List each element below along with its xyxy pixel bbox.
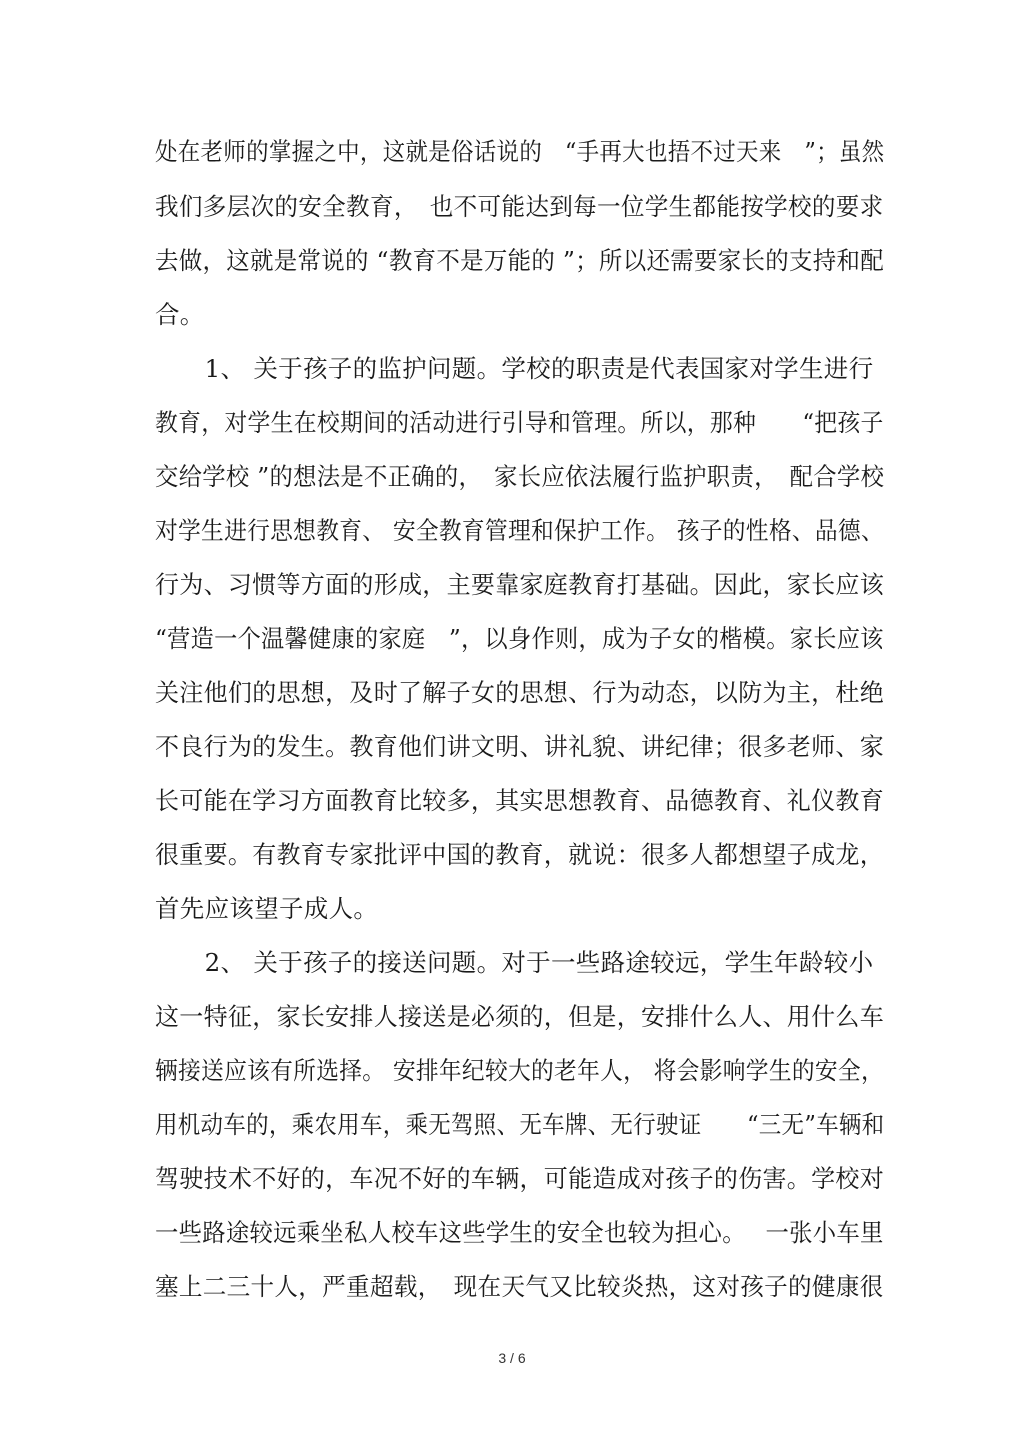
text-line: 很重要。有教育专家批评中国的教育，就说：很多人都想望子成龙， [155,840,884,869]
text-line: 长可能在学习方面教育比较多，其实思想教育、品德教育、礼仪教育 [155,786,884,815]
text-line: 塞上二三十人，严重超载， 现在天气又比较炎热，这对孩子的健康很 [155,1272,884,1301]
text-line: “营造一个温馨健康的家庭 ”，以身作则，成为子女的楷模。家长应该 [155,624,884,653]
text-line: 去做，这就是常说的 “教育不是万能的 ”；所以还需要家长的支持和配 [155,246,885,275]
text-line: 首先应该望子成人。 [155,894,379,923]
text-line: 2、 关于孩子的接送问题。对于一些路途较远，学生年龄较小 [155,948,874,977]
text-line: 1、 关于孩子的监护问题。学校的职责是代表国家对学生进行 [155,354,874,383]
text-line: 教育，对学生在校期间的活动进行引导和管理。所以，那种 “把孩子 [155,408,884,437]
text-line: 处在老师的掌握之中，这就是俗话说的 “手再大也捂不过天来 ”；虽然 [155,137,885,166]
page-number: 3 / 6 [498,1350,526,1366]
text-line: 关注他们的思想，及时了解子女的思想、行为动态，以防为主，杜绝 [155,678,884,707]
text-line: 行为、习惯等方面的形成，主要靠家庭教育打基础。因此，家长应该 [155,570,884,599]
text-line: 一些路途较远乘坐私人校车这些学生的安全也较为担心。 一张小车里 [155,1218,884,1247]
text-line: 这一特征，家长安排人接送是必须的，但是，安排什么人、用什么车 [155,1002,884,1031]
text-line: 辆接送应该有所选择。 安排年纪较大的老年人， 将会影响学生的安全， [155,1056,884,1085]
text-line: 用机动车的，乘农用车，乘无驾照、无车牌、无行驶证 “三无”车辆和 [155,1110,885,1139]
text-line: 不良行为的发生。教育他们讲文明、讲礼貌、讲纪律；很多老师、家 [155,732,884,761]
text-line: 交给学校 ”的想法是不正确的， 家长应依法履行监护职责， 配合学校 [155,462,885,491]
text-line: 我们多层次的安全教育， 也不可能达到每一位学生都能按学校的要求 [155,192,884,221]
text-line: 合。 [155,300,205,329]
text-line: 对学生进行思想教育、 安全教育管理和保护工作。 孩子的性格、品德、 [155,516,884,545]
text-line: 驾驶技术不好的，车况不好的车辆，可能造成对孩子的伤害。学校对 [155,1164,884,1193]
